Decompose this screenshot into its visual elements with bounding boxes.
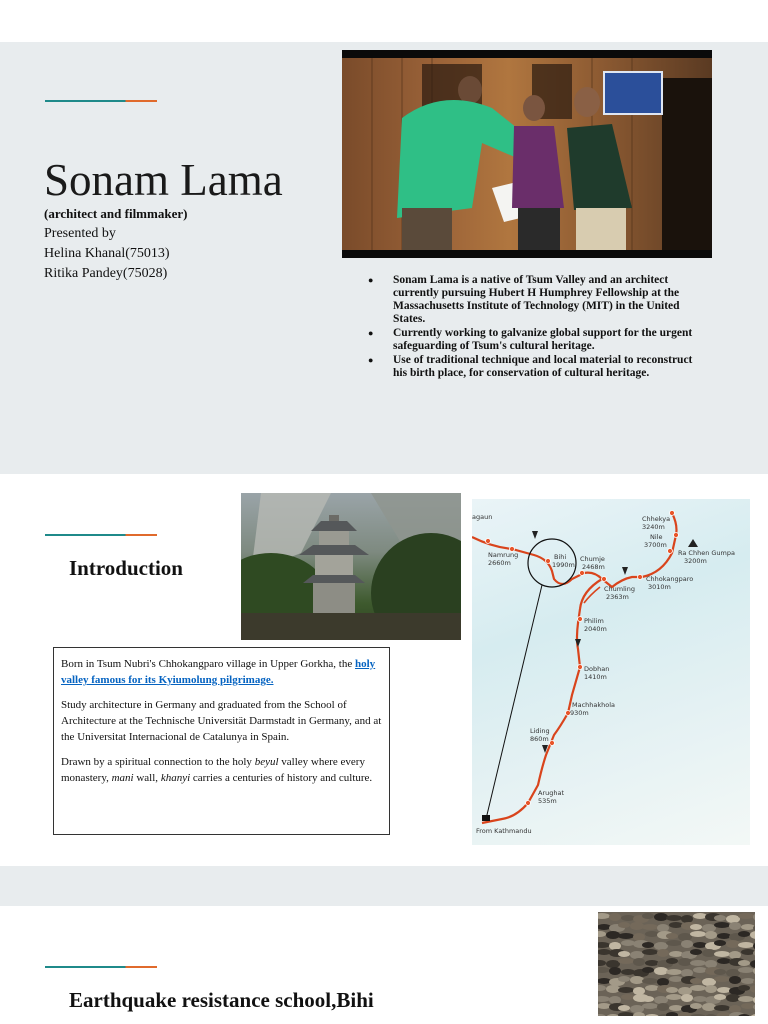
stone bbox=[738, 931, 750, 937]
stone bbox=[657, 924, 669, 932]
map-label: Dobhan bbox=[584, 665, 610, 673]
map-label: Nile bbox=[650, 533, 663, 541]
map-label: 3200m bbox=[684, 557, 707, 565]
stone bbox=[666, 915, 682, 921]
stone bbox=[598, 942, 610, 948]
stone bbox=[598, 949, 611, 955]
slide-divider bbox=[0, 866, 768, 906]
tsum-valley-route-map bbox=[472, 499, 750, 845]
stone bbox=[642, 913, 654, 919]
map-label: Bihi bbox=[554, 553, 567, 561]
stone bbox=[598, 924, 611, 930]
stone bbox=[681, 994, 693, 1002]
stone bbox=[609, 967, 621, 975]
map-label: 2363m bbox=[606, 593, 629, 601]
accent-line bbox=[45, 100, 157, 102]
map-label: From Kathmandu bbox=[476, 827, 532, 835]
stone bbox=[705, 1014, 717, 1016]
stone bbox=[702, 1003, 716, 1011]
stone bbox=[606, 960, 620, 968]
presenters-block bbox=[44, 224, 170, 284]
stone bbox=[618, 1005, 630, 1011]
stone bbox=[606, 1014, 620, 1016]
stone bbox=[669, 1005, 683, 1011]
presenter-name: Ritika Pandey(75028) bbox=[44, 266, 168, 281]
stone bbox=[642, 996, 654, 1002]
stone bbox=[729, 976, 741, 984]
stone bbox=[654, 913, 668, 921]
stone bbox=[606, 931, 620, 939]
stone bbox=[702, 949, 716, 957]
stone bbox=[657, 1003, 669, 1011]
map-label: Liding bbox=[530, 727, 550, 735]
heritage-paragraph bbox=[61, 754, 382, 786]
stone bbox=[666, 994, 682, 1000]
stone bbox=[633, 958, 645, 966]
stone bbox=[690, 1003, 702, 1009]
subtitle: (architect and filmmaker) bbox=[44, 206, 188, 221]
map-label: Philim bbox=[584, 617, 604, 625]
mani-term: mani bbox=[111, 772, 134, 784]
stone bbox=[714, 940, 726, 946]
stone bbox=[666, 969, 682, 975]
stone bbox=[609, 942, 621, 950]
stone bbox=[633, 933, 645, 941]
stone bbox=[642, 949, 658, 955]
stone bbox=[753, 913, 755, 921]
stone bbox=[738, 985, 750, 991]
stone bbox=[750, 985, 755, 993]
stone bbox=[654, 967, 668, 975]
map-label: Namrung bbox=[488, 551, 519, 559]
stone bbox=[753, 967, 755, 975]
stone bbox=[714, 994, 726, 1000]
stone bbox=[666, 933, 678, 939]
stone bbox=[598, 1003, 611, 1009]
stone bbox=[705, 931, 717, 939]
stone bbox=[598, 913, 610, 919]
stone bbox=[609, 913, 621, 921]
stone bbox=[690, 985, 706, 991]
stone bbox=[714, 969, 726, 975]
map-label: Machhakhola bbox=[572, 701, 616, 709]
chorten-photo bbox=[241, 493, 461, 640]
beyul-term: beyul bbox=[254, 756, 279, 768]
stone bbox=[714, 915, 726, 921]
stone bbox=[714, 1005, 730, 1011]
section-title: Introduction bbox=[69, 556, 183, 580]
stone bbox=[741, 924, 755, 930]
stone bbox=[681, 940, 693, 948]
map-label: 930m bbox=[570, 709, 589, 717]
stone bbox=[618, 987, 634, 993]
map-label: 3700m bbox=[644, 541, 667, 549]
stone bbox=[669, 976, 683, 982]
stone bbox=[741, 949, 755, 955]
stone bbox=[714, 922, 730, 928]
stone bbox=[702, 924, 716, 932]
presented-by-label: Presented by bbox=[44, 226, 116, 241]
stone bbox=[753, 996, 755, 1004]
accent-line bbox=[45, 966, 157, 968]
stone bbox=[750, 960, 755, 968]
khanyi-term: khanyi bbox=[160, 772, 191, 784]
text: Drawn by a spiritual connection to the holy bbox=[61, 756, 255, 768]
stone bbox=[729, 1005, 741, 1013]
section-title: Earthquake resistance school,Bihi bbox=[69, 988, 374, 1012]
stone bbox=[678, 987, 692, 995]
stone bbox=[666, 958, 678, 964]
stone bbox=[738, 996, 754, 1002]
stone bbox=[678, 958, 692, 966]
stone bbox=[741, 1003, 755, 1009]
stone bbox=[678, 933, 692, 941]
stone bbox=[669, 951, 683, 957]
stone bbox=[618, 976, 630, 982]
list-item: ● Sonam Lama is a native of Tsum Valley and an architect currently pursuing Hubert H Humphrey Fellowship at the Massachusetts Institute of Technology (MIT) in the United States. bbox=[372, 274, 702, 326]
stone bbox=[717, 958, 731, 964]
stone bbox=[654, 996, 668, 1004]
map-label: Arughat bbox=[538, 789, 565, 797]
accent-line bbox=[45, 534, 157, 536]
stone bbox=[598, 967, 610, 973]
stone bbox=[726, 994, 740, 1002]
stone bbox=[598, 1014, 606, 1016]
stone bbox=[621, 940, 635, 946]
route-map-svg bbox=[472, 499, 750, 845]
stone bbox=[693, 913, 707, 919]
stone bbox=[690, 978, 702, 984]
intro-paragraph bbox=[61, 656, 382, 688]
stone bbox=[690, 960, 706, 966]
map-label: 860m bbox=[530, 735, 549, 743]
stone bbox=[630, 976, 644, 984]
stone bbox=[598, 960, 606, 966]
stone-texture bbox=[598, 912, 755, 1016]
stone bbox=[657, 978, 669, 986]
chorten-illustration bbox=[241, 493, 461, 640]
stone bbox=[717, 1012, 731, 1016]
stone bbox=[642, 1003, 658, 1009]
stone bbox=[618, 951, 630, 957]
map-label: 2040m bbox=[584, 625, 607, 633]
stone bbox=[642, 924, 658, 930]
stone bbox=[630, 951, 644, 959]
stone bbox=[630, 922, 644, 930]
stone bbox=[618, 922, 630, 928]
stone bbox=[690, 949, 702, 955]
bio-bullets bbox=[372, 274, 702, 381]
stone bbox=[726, 915, 740, 923]
stone bbox=[666, 987, 678, 993]
stone bbox=[618, 958, 634, 964]
stone bbox=[642, 967, 654, 973]
stone bbox=[642, 942, 654, 948]
map-label: Ra Chhen Gumpa bbox=[678, 549, 735, 557]
stone bbox=[717, 987, 731, 993]
text: wall, bbox=[133, 772, 161, 784]
stone bbox=[621, 915, 635, 921]
stone bbox=[693, 967, 707, 973]
stone bbox=[598, 931, 606, 937]
stone bbox=[693, 942, 707, 948]
stone bbox=[714, 951, 730, 957]
stone bbox=[657, 949, 669, 957]
map-label: agaun bbox=[472, 513, 493, 521]
text: carries a centuries of history and culture. bbox=[190, 772, 373, 784]
stone bbox=[666, 940, 682, 946]
stone bbox=[598, 978, 611, 984]
stone bbox=[738, 913, 754, 919]
stone bbox=[618, 1012, 634, 1016]
stone bbox=[729, 922, 741, 930]
stone bbox=[642, 978, 658, 984]
stone bbox=[738, 960, 750, 966]
stone bbox=[750, 1014, 755, 1016]
stone bbox=[714, 976, 730, 982]
map-label: 3240m bbox=[642, 523, 665, 531]
stone bbox=[621, 994, 635, 1000]
slide-introduction bbox=[0, 480, 768, 860]
map-label: Chhokangparo bbox=[646, 575, 694, 583]
stone bbox=[741, 978, 755, 984]
stone bbox=[681, 969, 693, 977]
stone bbox=[726, 969, 740, 977]
slide-school bbox=[0, 906, 768, 1024]
education-paragraph: Study architecture in Germany and graduated from the School of Architecture at the Technische Universität Darmstadt in Germany, and at the Universitat Internacional de Catalunya in Spain. bbox=[61, 699, 382, 743]
stone bbox=[690, 924, 702, 930]
stone bbox=[645, 1014, 659, 1016]
presenter-name: Helina Khanal(75013) bbox=[44, 246, 170, 261]
stone bbox=[606, 985, 620, 993]
stone bbox=[609, 996, 621, 1004]
stone bbox=[654, 942, 668, 950]
stone bbox=[645, 931, 659, 937]
map-label: Chumje bbox=[580, 555, 605, 563]
map-label: 1410m bbox=[584, 673, 607, 681]
list-item: ● Use of traditional technique and local material to reconstruct his birth place, for conservation of cultural heritage. bbox=[372, 354, 702, 380]
map-label: 1990m bbox=[552, 561, 575, 569]
stone bbox=[690, 931, 706, 937]
map-label: 535m bbox=[538, 797, 557, 805]
map-label: 2660m bbox=[488, 559, 511, 567]
stone bbox=[681, 915, 693, 923]
stone bbox=[729, 951, 741, 959]
map-label: 3010m bbox=[648, 583, 671, 591]
text: valley where every monastery, bbox=[61, 756, 365, 784]
stone bbox=[598, 985, 606, 991]
stone bbox=[738, 942, 754, 948]
stone bbox=[753, 942, 755, 950]
stone bbox=[705, 960, 717, 968]
stone bbox=[630, 1005, 644, 1013]
stone bbox=[621, 969, 635, 975]
stone bbox=[598, 996, 610, 1002]
map-label: Chumling bbox=[604, 585, 635, 593]
stone bbox=[633, 987, 645, 995]
intro-text: Born in Tsum Nubri's Chhokangparo village in Upper Gorkha, the bbox=[61, 658, 355, 670]
stone bbox=[618, 933, 634, 939]
stone bbox=[645, 960, 659, 966]
stone-wall-photo bbox=[598, 912, 755, 1016]
stone bbox=[750, 931, 755, 939]
slide-title bbox=[0, 42, 768, 474]
stone bbox=[690, 1014, 706, 1016]
stone bbox=[705, 985, 717, 993]
kyiumolung-link[interactable]: holy valley famous for its Kyiumolung pilgrimage. bbox=[61, 658, 376, 686]
photo-scene-illustration bbox=[342, 58, 712, 250]
stone bbox=[669, 922, 683, 928]
stone bbox=[717, 933, 731, 939]
list-item: ● Currently working to galvanize global support for the urgent safeguarding of Tsum's cultural heritage. bbox=[372, 327, 702, 353]
intro-text-box bbox=[53, 647, 390, 835]
map-label: Chhekya bbox=[642, 515, 671, 523]
stone bbox=[726, 940, 740, 948]
sonam-lama-photo bbox=[342, 50, 712, 258]
stone bbox=[666, 1012, 678, 1016]
stone bbox=[738, 967, 754, 973]
stone bbox=[645, 985, 659, 991]
map-label: 2468m bbox=[582, 563, 605, 571]
stone bbox=[702, 978, 716, 986]
page-title: Sonam Lama bbox=[44, 155, 283, 205]
stone bbox=[693, 996, 707, 1002]
